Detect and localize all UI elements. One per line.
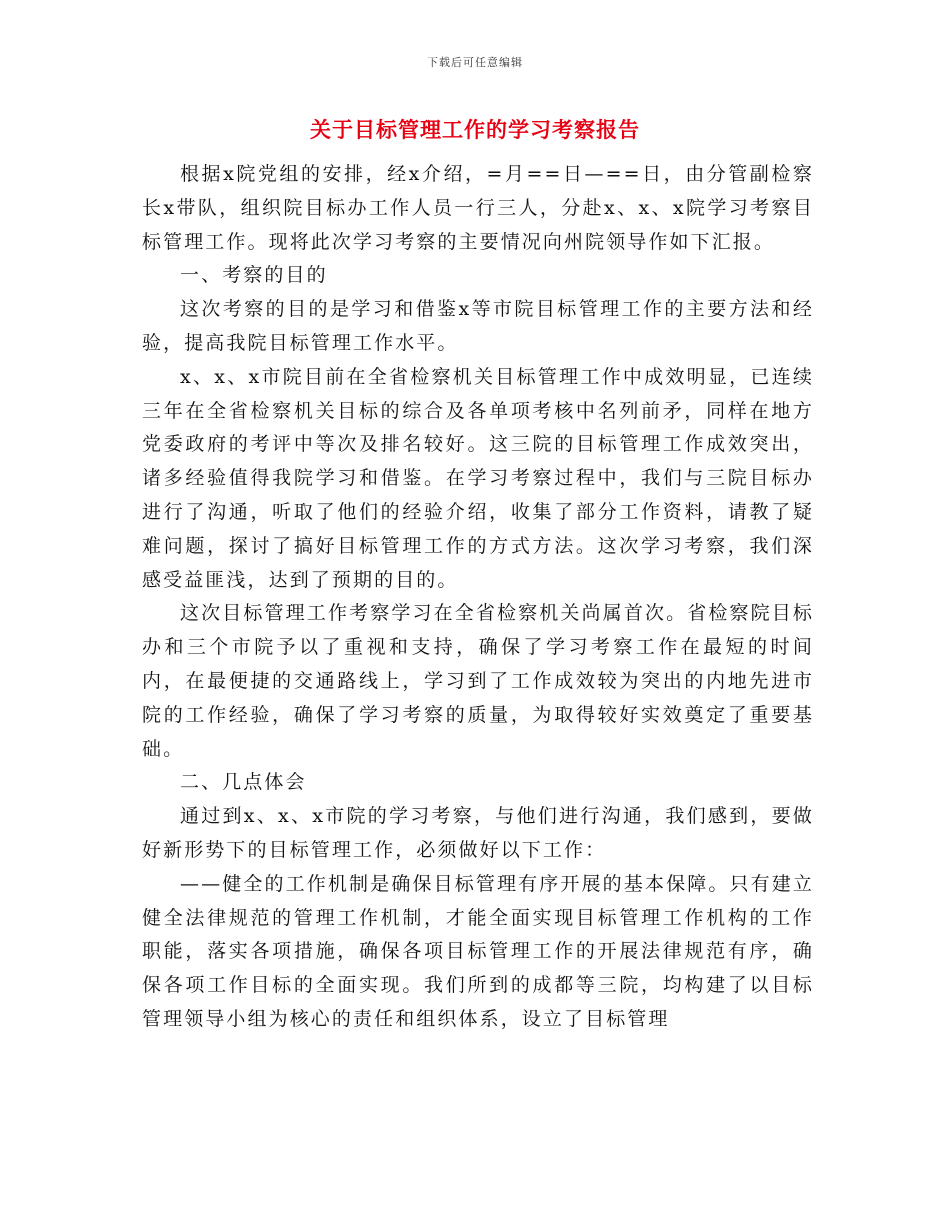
paragraph-mechanism: ——健全的工作机制是确保目标管理有序开展的基本保障。只有建立健全法律规范的管理工作机制，才能全面实现目标管理工作机构的工作职能，落实各项措施，确保各项目标管理工作的开展法律规范有序，确保各项工作目标的全面实现。我们所到的成都等三院，均构建了以目标管理领导小组为核心的责任和组织体系，设立了目标管理 xyxy=(142,872,814,1030)
paragraph-achievements: x、x、x市院目前在全省检察机关目标管理工作中成效明显，已连续三年在全省检察机关目标的综合及各单项考核中名列前矛，同样在地方党委政府的考评中等次及排名较好。这三院的目标管理工作成效突出，诸多经验值得我院学习和借鉴。在学习考察过程中，我们与三院目标办进行了沟通，听取了他们的经验介绍，收集了部分工作资料，请教了疑难问题，探讨了搞好目标管理工作的方式方法。这次学习考察，我们深感受益匪浅，达到了预期的目的。 xyxy=(142,365,814,591)
paragraph-purpose: 这次考察的目的是学习和借鉴x等市院目标管理工作的主要方法和经验，提高我院目标管理工作水平。 xyxy=(142,298,814,354)
document-title: 关于目标管理工作的学习考察报告 xyxy=(310,118,640,142)
paragraph-intro: 根据x院党组的安排，经x介绍，=月==日—==日，由分管副检察长x带队，组织院目标办工作人员一行三人，分赴x、x、x院学习考察目标管理工作。现将此次学习考察的主要情况向州院领导作如下汇报。 xyxy=(142,163,814,253)
section-heading-purpose: 一、考察的目的 xyxy=(180,264,328,287)
paragraph-insights-intro: 通过到x、x、x市院的学习考察，与他们进行沟通，我们感到，要做好新形势下的目标管理工作，必须做好以下工作： xyxy=(142,805,814,861)
header-note: 下载后可任意编辑 xyxy=(427,56,523,69)
document-body xyxy=(142,158,814,1037)
section-heading-insights: 二、几点体会 xyxy=(180,771,307,794)
paragraph-first-study: 这次目标管理工作考察学习在全省检察机关尚属首次。省检察院目标办和三个市院予以了重视和支持，确保了学习考察工作在最短的时间内，在最便捷的交通路线上，学习到了工作成效较为突出的内地先进市院的工作经验，确保了学习考察的质量，为取得较好实效奠定了重要基础。 xyxy=(142,602,814,760)
